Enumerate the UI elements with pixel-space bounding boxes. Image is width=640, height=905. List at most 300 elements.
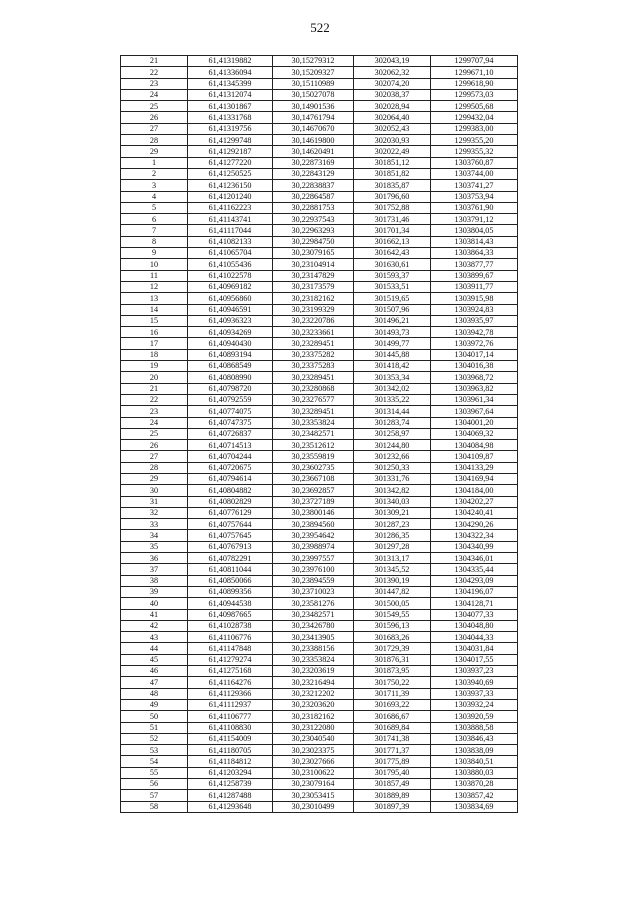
- latitude-cell: 61,41250525: [188, 168, 273, 179]
- longitude-cell: 30,22881753: [273, 202, 354, 213]
- longitude-cell: 30,23182162: [273, 711, 354, 722]
- x-coordinate-cell: 301876,31: [354, 654, 431, 665]
- x-coordinate-cell: 301519,65: [354, 293, 431, 304]
- y-coordinate-cell: 1303840,51: [431, 756, 518, 767]
- x-coordinate-cell: 301250,33: [354, 462, 431, 473]
- latitude-cell: 61,41293648: [188, 801, 273, 812]
- point-number-cell: 9: [121, 248, 188, 259]
- table-row: [121, 78, 518, 89]
- y-coordinate-cell: 1303899,67: [431, 270, 518, 281]
- latitude-cell: 61,41082133: [188, 236, 273, 247]
- y-coordinate-cell: 1303864,33: [431, 248, 518, 259]
- table-row: [121, 632, 518, 643]
- latitude-cell: 61,41022578: [188, 270, 273, 281]
- y-coordinate-cell: 1303846,43: [431, 733, 518, 744]
- coordinates-table: [120, 55, 518, 813]
- longitude-cell: 30,23079165: [273, 248, 354, 259]
- point-number-cell: 55: [121, 767, 188, 778]
- x-coordinate-cell: 301244,80: [354, 440, 431, 451]
- y-coordinate-cell: 1304196,07: [431, 586, 518, 597]
- longitude-cell: 30,23023375: [273, 745, 354, 756]
- table-row: [121, 383, 518, 394]
- latitude-cell: 61,40776129: [188, 507, 273, 518]
- latitude-cell: 61,40868549: [188, 361, 273, 372]
- y-coordinate-cell: 1303870,28: [431, 779, 518, 790]
- x-coordinate-cell: 301283,74: [354, 417, 431, 428]
- y-coordinate-cell: 1299618,90: [431, 78, 518, 89]
- x-coordinate-cell: 301686,67: [354, 711, 431, 722]
- x-coordinate-cell: 302074,20: [354, 78, 431, 89]
- x-coordinate-cell: 301897,39: [354, 801, 431, 812]
- latitude-cell: 61,40782291: [188, 553, 273, 564]
- table-row: [121, 248, 518, 259]
- longitude-cell: 30,23413905: [273, 632, 354, 643]
- point-number-cell: 33: [121, 519, 188, 530]
- point-number-cell: 12: [121, 281, 188, 292]
- table-row: [121, 417, 518, 428]
- y-coordinate-cell: 1303915,98: [431, 293, 518, 304]
- point-number-cell: 18: [121, 349, 188, 360]
- x-coordinate-cell: 301683,26: [354, 632, 431, 643]
- latitude-cell: 61,40802829: [188, 496, 273, 507]
- x-coordinate-cell: 301775,89: [354, 756, 431, 767]
- table-row: [121, 473, 518, 484]
- y-coordinate-cell: 1303838,09: [431, 745, 518, 756]
- y-coordinate-cell: 1304293,09: [431, 575, 518, 586]
- table-row: [121, 688, 518, 699]
- table-row: [121, 135, 518, 146]
- point-number-cell: 13: [121, 293, 188, 304]
- longitude-cell: 30,23203620: [273, 699, 354, 710]
- latitude-cell: 61,41184812: [188, 756, 273, 767]
- x-coordinate-cell: 301851,82: [354, 168, 431, 179]
- longitude-cell: 30,23010499: [273, 801, 354, 812]
- y-coordinate-cell: 1304169,94: [431, 473, 518, 484]
- point-number-cell: 32: [121, 507, 188, 518]
- y-coordinate-cell: 1304017,55: [431, 654, 518, 665]
- table-row: [121, 598, 518, 609]
- point-number-cell: 14: [121, 304, 188, 315]
- y-coordinate-cell: 1303760,87: [431, 157, 518, 168]
- latitude-cell: 61,40714513: [188, 440, 273, 451]
- x-coordinate-cell: 301390,19: [354, 575, 431, 586]
- y-coordinate-cell: 1304044,33: [431, 632, 518, 643]
- latitude-cell: 61,40936323: [188, 315, 273, 326]
- longitude-cell: 30,23482571: [273, 428, 354, 439]
- x-coordinate-cell: 301445,88: [354, 349, 431, 360]
- latitude-cell: 61,40757644: [188, 519, 273, 530]
- point-number-cell: 22: [121, 67, 188, 78]
- table-row: [121, 338, 518, 349]
- y-coordinate-cell: 1303744,00: [431, 168, 518, 179]
- y-coordinate-cell: 1304128,71: [431, 598, 518, 609]
- point-number-cell: 57: [121, 790, 188, 801]
- table-row: [121, 180, 518, 191]
- x-coordinate-cell: 301750,22: [354, 677, 431, 688]
- longitude-cell: 30,23199329: [273, 304, 354, 315]
- table-row: [121, 541, 518, 552]
- x-coordinate-cell: 302022,49: [354, 146, 431, 157]
- longitude-cell: 30,23289451: [273, 338, 354, 349]
- y-coordinate-cell: 1304340,99: [431, 541, 518, 552]
- y-coordinate-cell: 1299671,10: [431, 67, 518, 78]
- y-coordinate-cell: 1303924,83: [431, 304, 518, 315]
- table-row: [121, 654, 518, 665]
- longitude-cell: 30,15209327: [273, 67, 354, 78]
- y-coordinate-cell: 1304322,34: [431, 530, 518, 541]
- table-row: [121, 191, 518, 202]
- latitude-cell: 61,40767913: [188, 541, 273, 552]
- y-coordinate-cell: 1304016,38: [431, 361, 518, 372]
- x-coordinate-cell: 301731,46: [354, 214, 431, 225]
- latitude-cell: 61,41106776: [188, 632, 273, 643]
- coordinates-table-body: [121, 56, 518, 813]
- longitude-cell: 30,23692857: [273, 485, 354, 496]
- y-coordinate-cell: 1303942,78: [431, 327, 518, 338]
- longitude-cell: 30,14619800: [273, 135, 354, 146]
- longitude-cell: 30,23559819: [273, 451, 354, 462]
- y-coordinate-cell: 1304290,26: [431, 519, 518, 530]
- x-coordinate-cell: 301689,84: [354, 722, 431, 733]
- longitude-cell: 30,23388156: [273, 643, 354, 654]
- x-coordinate-cell: 302038,37: [354, 89, 431, 100]
- longitude-cell: 30,23581276: [273, 598, 354, 609]
- table-row: [121, 293, 518, 304]
- longitude-cell: 30,23079164: [273, 779, 354, 790]
- x-coordinate-cell: 301493,73: [354, 327, 431, 338]
- longitude-cell: 30,23289451: [273, 372, 354, 383]
- point-number-cell: 31: [121, 496, 188, 507]
- x-coordinate-cell: 301701,34: [354, 225, 431, 236]
- y-coordinate-cell: 1303932,24: [431, 699, 518, 710]
- point-number-cell: 52: [121, 733, 188, 744]
- latitude-cell: 61,40757645: [188, 530, 273, 541]
- table-row: [121, 609, 518, 620]
- table-row: [121, 157, 518, 168]
- latitude-cell: 61,41299748: [188, 135, 273, 146]
- point-number-cell: 21: [121, 56, 188, 67]
- y-coordinate-cell: 1303741,27: [431, 180, 518, 191]
- x-coordinate-cell: 301335,22: [354, 394, 431, 405]
- y-coordinate-cell: 1303888,58: [431, 722, 518, 733]
- point-number-cell: 2: [121, 168, 188, 179]
- table-row: [121, 225, 518, 236]
- point-number-cell: 19: [121, 361, 188, 372]
- table-row: [121, 643, 518, 654]
- latitude-cell: 61,41108830: [188, 722, 273, 733]
- table-row: [121, 315, 518, 326]
- latitude-cell: 61,41055436: [188, 259, 273, 270]
- longitude-cell: 30,23053415: [273, 790, 354, 801]
- point-number-cell: 16: [121, 327, 188, 338]
- latitude-cell: 61,41279274: [188, 654, 273, 665]
- latitude-cell: 61,40808990: [188, 372, 273, 383]
- y-coordinate-cell: 1299573,03: [431, 89, 518, 100]
- x-coordinate-cell: 301499,77: [354, 338, 431, 349]
- x-coordinate-cell: 301286,35: [354, 530, 431, 541]
- y-coordinate-cell: 1304133,29: [431, 462, 518, 473]
- latitude-cell: 61,40798720: [188, 383, 273, 394]
- y-coordinate-cell: 1303834,69: [431, 801, 518, 812]
- y-coordinate-cell: 1303880,03: [431, 767, 518, 778]
- x-coordinate-cell: 302043,19: [354, 56, 431, 67]
- point-number-cell: 5: [121, 202, 188, 213]
- x-coordinate-cell: 301752,88: [354, 202, 431, 213]
- latitude-cell: 61,41277220: [188, 157, 273, 168]
- table-row: [121, 101, 518, 112]
- latitude-cell: 61,41162223: [188, 202, 273, 213]
- longitude-cell: 30,23276577: [273, 394, 354, 405]
- x-coordinate-cell: 301533,51: [354, 281, 431, 292]
- x-coordinate-cell: 301418,42: [354, 361, 431, 372]
- point-number-cell: 8: [121, 236, 188, 247]
- latitude-cell: 61,40804882: [188, 485, 273, 496]
- y-coordinate-cell: 1303877,77: [431, 259, 518, 270]
- y-coordinate-cell: 1303937,23: [431, 666, 518, 677]
- table-row: [121, 530, 518, 541]
- latitude-cell: 61,40811044: [188, 564, 273, 575]
- x-coordinate-cell: 301500,05: [354, 598, 431, 609]
- longitude-cell: 30,23426780: [273, 620, 354, 631]
- latitude-cell: 61,41301867: [188, 101, 273, 112]
- x-coordinate-cell: 301309,21: [354, 507, 431, 518]
- table-row: [121, 146, 518, 157]
- latitude-cell: 61,41180705: [188, 745, 273, 756]
- table-row: [121, 756, 518, 767]
- y-coordinate-cell: 1303937,33: [431, 688, 518, 699]
- longitude-cell: 30,23988974: [273, 541, 354, 552]
- point-number-cell: 50: [121, 711, 188, 722]
- latitude-cell: 61,41154009: [188, 733, 273, 744]
- table-row: [121, 281, 518, 292]
- latitude-cell: 61,41203294: [188, 767, 273, 778]
- y-coordinate-cell: 1303791,12: [431, 214, 518, 225]
- point-number-cell: 4: [121, 191, 188, 202]
- table-row: [121, 779, 518, 790]
- y-coordinate-cell: 1299383,00: [431, 123, 518, 134]
- point-number-cell: 21: [121, 383, 188, 394]
- x-coordinate-cell: 301835,87: [354, 180, 431, 191]
- longitude-cell: 30,23602735: [273, 462, 354, 473]
- latitude-cell: 61,40944538: [188, 598, 273, 609]
- latitude-cell: 61,41112937: [188, 699, 273, 710]
- longitude-cell: 30,23353824: [273, 654, 354, 665]
- longitude-cell: 30,22963293: [273, 225, 354, 236]
- x-coordinate-cell: 301596,13: [354, 620, 431, 631]
- table-row: [121, 259, 518, 270]
- x-coordinate-cell: 301795,40: [354, 767, 431, 778]
- point-number-cell: 45: [121, 654, 188, 665]
- point-number-cell: 51: [121, 722, 188, 733]
- latitude-cell: 61,41258739: [188, 779, 273, 790]
- point-number-cell: 49: [121, 699, 188, 710]
- table-row: [121, 711, 518, 722]
- latitude-cell: 61,40893194: [188, 349, 273, 360]
- x-coordinate-cell: 301630,61: [354, 259, 431, 270]
- y-coordinate-cell: 1304184,00: [431, 485, 518, 496]
- table-row: [121, 394, 518, 405]
- longitude-cell: 30,23216494: [273, 677, 354, 688]
- table-row: [121, 123, 518, 134]
- latitude-cell: 61,40850066: [188, 575, 273, 586]
- longitude-cell: 30,23027666: [273, 756, 354, 767]
- y-coordinate-cell: 1304202,27: [431, 496, 518, 507]
- point-number-cell: 7: [121, 225, 188, 236]
- latitude-cell: 61,41319882: [188, 56, 273, 67]
- x-coordinate-cell: 301287,23: [354, 519, 431, 530]
- table-row: [121, 236, 518, 247]
- latitude-cell: 61,41106777: [188, 711, 273, 722]
- table-row: [121, 507, 518, 518]
- table-row: [121, 67, 518, 78]
- latitude-cell: 61,41345399: [188, 78, 273, 89]
- latitude-cell: 61,41129366: [188, 688, 273, 699]
- latitude-cell: 61,41319756: [188, 123, 273, 134]
- y-coordinate-cell: 1304346,01: [431, 553, 518, 564]
- y-coordinate-cell: 1299355,32: [431, 146, 518, 157]
- table-row: [121, 564, 518, 575]
- x-coordinate-cell: 301353,34: [354, 372, 431, 383]
- y-coordinate-cell: 1299707,94: [431, 56, 518, 67]
- point-number-cell: 58: [121, 801, 188, 812]
- table-row: [121, 406, 518, 417]
- latitude-cell: 61,40704244: [188, 451, 273, 462]
- point-number-cell: 35: [121, 541, 188, 552]
- y-coordinate-cell: 1303814,43: [431, 236, 518, 247]
- table-row: [121, 462, 518, 473]
- longitude-cell: 30,23894560: [273, 519, 354, 530]
- table-row: [121, 699, 518, 710]
- y-coordinate-cell: 1303972,76: [431, 338, 518, 349]
- longitude-cell: 30,14670670: [273, 123, 354, 134]
- table-row: [121, 168, 518, 179]
- longitude-cell: 30,23710023: [273, 586, 354, 597]
- longitude-cell: 30,14901536: [273, 101, 354, 112]
- table-row: [121, 361, 518, 372]
- table-row: [121, 304, 518, 315]
- point-number-cell: 1: [121, 157, 188, 168]
- y-coordinate-cell: 1304069,32: [431, 428, 518, 439]
- point-number-cell: 36: [121, 553, 188, 564]
- y-coordinate-cell: 1303920,59: [431, 711, 518, 722]
- table-row: [121, 767, 518, 778]
- longitude-cell: 30,22838837: [273, 180, 354, 191]
- x-coordinate-cell: 301642,43: [354, 248, 431, 259]
- longitude-cell: 30,23289451: [273, 406, 354, 417]
- longitude-cell: 30,15110989: [273, 78, 354, 89]
- longitude-cell: 30,23122080: [273, 722, 354, 733]
- table-row: [121, 790, 518, 801]
- x-coordinate-cell: 301297,28: [354, 541, 431, 552]
- latitude-cell: 61,40934269: [188, 327, 273, 338]
- x-coordinate-cell: 301889,89: [354, 790, 431, 801]
- x-coordinate-cell: 301851,12: [354, 157, 431, 168]
- point-number-cell: 3: [121, 180, 188, 191]
- longitude-cell: 30,22843129: [273, 168, 354, 179]
- latitude-cell: 61,41143741: [188, 214, 273, 225]
- longitude-cell: 30,22984750: [273, 236, 354, 247]
- latitude-cell: 61,40946591: [188, 304, 273, 315]
- point-number-cell: 42: [121, 620, 188, 631]
- latitude-cell: 61,40720675: [188, 462, 273, 473]
- longitude-cell: 30,23220786: [273, 315, 354, 326]
- longitude-cell: 30,23976100: [273, 564, 354, 575]
- table-row: [121, 519, 518, 530]
- point-number-cell: 17: [121, 338, 188, 349]
- x-coordinate-cell: 301857,49: [354, 779, 431, 790]
- x-coordinate-cell: 301340,03: [354, 496, 431, 507]
- latitude-cell: 61,41236150: [188, 180, 273, 191]
- table-row: [121, 801, 518, 812]
- longitude-cell: 30,22873169: [273, 157, 354, 168]
- point-number-cell: 25: [121, 428, 188, 439]
- x-coordinate-cell: 301549,55: [354, 609, 431, 620]
- table-row: [121, 485, 518, 496]
- point-number-cell: 47: [121, 677, 188, 688]
- point-number-cell: 10: [121, 259, 188, 270]
- point-number-cell: 23: [121, 78, 188, 89]
- x-coordinate-cell: 301331,76: [354, 473, 431, 484]
- y-coordinate-cell: 1303804,05: [431, 225, 518, 236]
- table-row: [121, 666, 518, 677]
- x-coordinate-cell: 301447,82: [354, 586, 431, 597]
- table-row: [121, 349, 518, 360]
- table-row: [121, 451, 518, 462]
- page-number: 522: [310, 20, 330, 35]
- point-number-cell: 56: [121, 779, 188, 790]
- longitude-cell: 30,14761794: [273, 112, 354, 123]
- latitude-cell: 61,41164276: [188, 677, 273, 688]
- point-number-cell: 43: [121, 632, 188, 643]
- longitude-cell: 30,23173579: [273, 281, 354, 292]
- longitude-cell: 30,23512612: [273, 440, 354, 451]
- x-coordinate-cell: 302030,93: [354, 135, 431, 146]
- x-coordinate-cell: 302064,40: [354, 112, 431, 123]
- longitude-cell: 30,15027078: [273, 89, 354, 100]
- latitude-cell: 61,40987665: [188, 609, 273, 620]
- point-number-cell: 28: [121, 135, 188, 146]
- x-coordinate-cell: 302028,94: [354, 101, 431, 112]
- x-coordinate-cell: 301741,38: [354, 733, 431, 744]
- x-coordinate-cell: 301711,39: [354, 688, 431, 699]
- longitude-cell: 30,23182162: [273, 293, 354, 304]
- table-row: [121, 733, 518, 744]
- x-coordinate-cell: 301796,60: [354, 191, 431, 202]
- x-coordinate-cell: 301693,22: [354, 699, 431, 710]
- latitude-cell: 61,41201240: [188, 191, 273, 202]
- y-coordinate-cell: 1303940,69: [431, 677, 518, 688]
- point-number-cell: 15: [121, 315, 188, 326]
- y-coordinate-cell: 1303761,90: [431, 202, 518, 213]
- longitude-cell: 30,23040540: [273, 733, 354, 744]
- longitude-cell: 30,22937543: [273, 214, 354, 225]
- point-number-cell: 22: [121, 394, 188, 405]
- point-number-cell: 46: [121, 666, 188, 677]
- longitude-cell: 30,23147829: [273, 270, 354, 281]
- point-number-cell: 39: [121, 586, 188, 597]
- latitude-cell: 61,41292187: [188, 146, 273, 157]
- longitude-cell: 30,23375283: [273, 361, 354, 372]
- y-coordinate-cell: 1303967,64: [431, 406, 518, 417]
- latitude-cell: 61,40940430: [188, 338, 273, 349]
- longitude-cell: 30,23997557: [273, 553, 354, 564]
- x-coordinate-cell: 301258,97: [354, 428, 431, 439]
- point-number-cell: 30: [121, 485, 188, 496]
- x-coordinate-cell: 301771,37: [354, 745, 431, 756]
- x-coordinate-cell: 301342,82: [354, 485, 431, 496]
- point-number-cell: 24: [121, 417, 188, 428]
- latitude-cell: 61,41336094: [188, 67, 273, 78]
